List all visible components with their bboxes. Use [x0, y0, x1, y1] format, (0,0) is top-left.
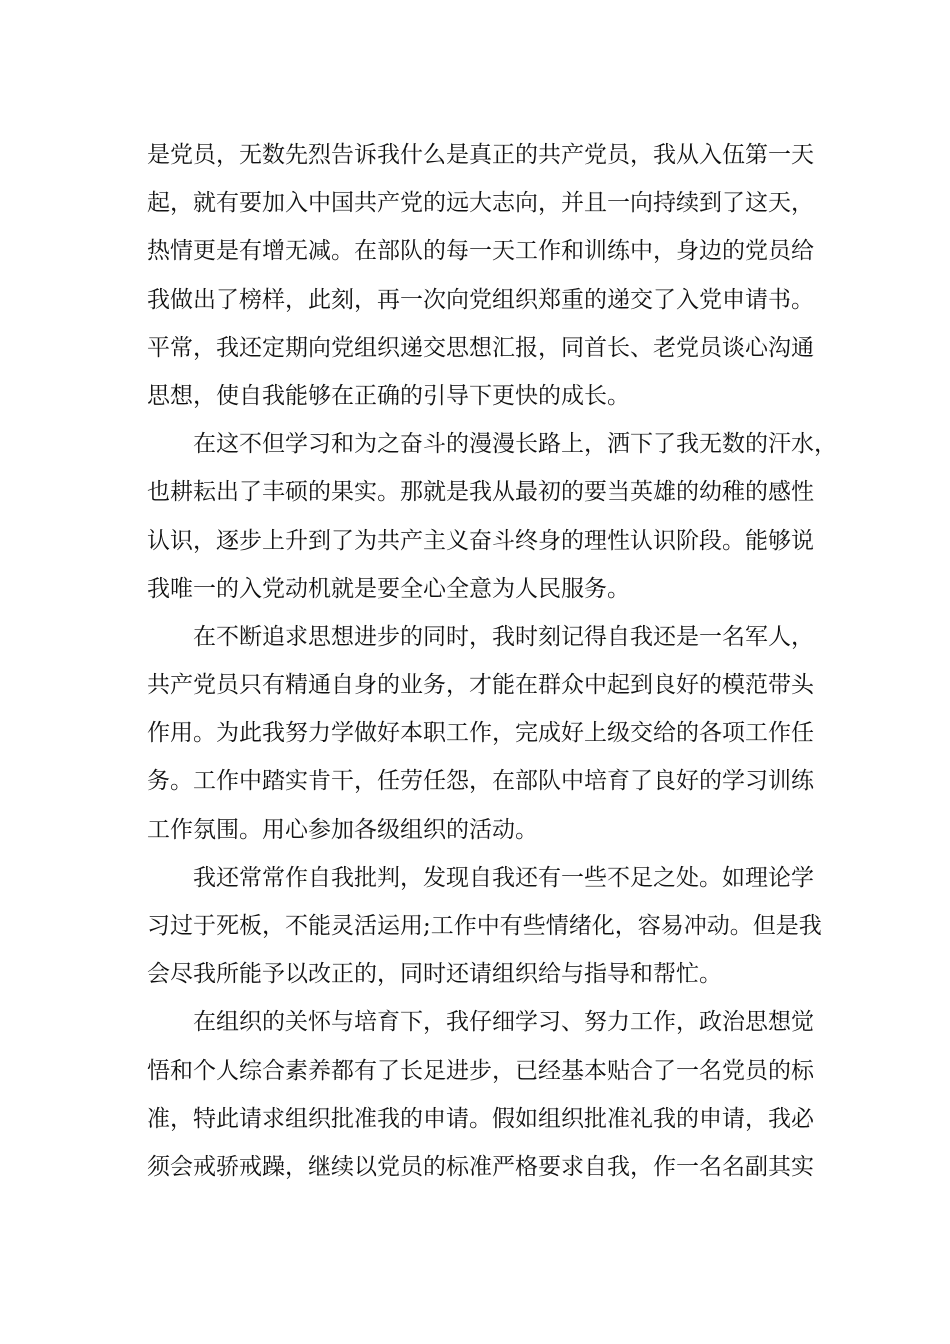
text-line: 准，特此请求组织批准我的申请。假如组织批准礼我的申请，我必 [147, 1105, 814, 1132]
text-line: 我还常常作自我批判，发现自我还有一些不足之处。如理论学 [193, 864, 814, 891]
text-line: 在组织的关怀与培育下，我仔细学习、努力工作，政治思想觉 [193, 1009, 814, 1036]
text-line: 悟和个人综合素养都有了长足进步，已经基本贴合了一名党员的标 [147, 1057, 814, 1084]
text-line: 热情更是有增无减。在部队的每一天工作和训练中，身边的党员给 [147, 238, 814, 265]
text-line: 作用。为此我努力学做好本职工作，完成好上级交给的各项工作任 [147, 720, 814, 747]
text-line: 工作氛围。用心参加各级组织的活动。 [147, 816, 538, 843]
paragraph [147, 998, 827, 1191]
text-line: 我做出了榜样，此刻，再一次向党组织郑重的递交了入党申请书。 [147, 286, 814, 313]
text-line: 平常，我还定期向党组织递交思想汇报，同首长、老党员谈心沟通 [147, 334, 814, 361]
document-body [147, 131, 837, 1191]
text-line: 起，就有要加入中国共产党的远大志向，并且一向持续到了这天， [147, 190, 814, 217]
text-line: 习过于死板，不能灵活运用;工作中有些情绪化，容易冲动。但是我 [147, 913, 822, 939]
text-line: 共产党员只有精通自身的业务，才能在群众中起到良好的模范带头 [147, 672, 814, 699]
text-line: 也耕耘出了丰硕的果实。那就是我从最初的要当英雄的幼稚的感性 [147, 479, 814, 506]
text-line: 在这不但学习和为之奋斗的漫漫长路上，洒下了我无数的汗水， [193, 431, 837, 458]
text-line: 是党员，无数先烈告诉我什么是真正的共产党员，我从入伍第一天 [147, 142, 814, 168]
text-line: 务。工作中踏实肯干，任劳任怨，在部队中培育了良好的学习训练 [147, 768, 814, 795]
text-line: 思想，使自我能够在正确的引导下更快的成长。 [147, 382, 630, 409]
text-line: 在不断追求思想进步的同时，我时刻记得自我还是一名军人， [193, 623, 814, 650]
text-line: 我唯一的入党动机就是要全心全意为人民服务。 [147, 575, 630, 602]
text-line: 认识，逐步上升到了为共产主义奋斗终身的理性认识阶段。能够说 [147, 527, 814, 554]
text-line: 会尽我所能予以改正的，同时还请组织给与指导和帮忙。 [147, 961, 722, 988]
paragraph [147, 613, 827, 854]
paragraph [147, 131, 827, 420]
paragraph [147, 854, 827, 999]
paragraph [147, 420, 837, 613]
text-line: 须会戒骄戒躁，继续以党员的标准严格要求自我，作一名名副其实 [147, 1153, 814, 1180]
